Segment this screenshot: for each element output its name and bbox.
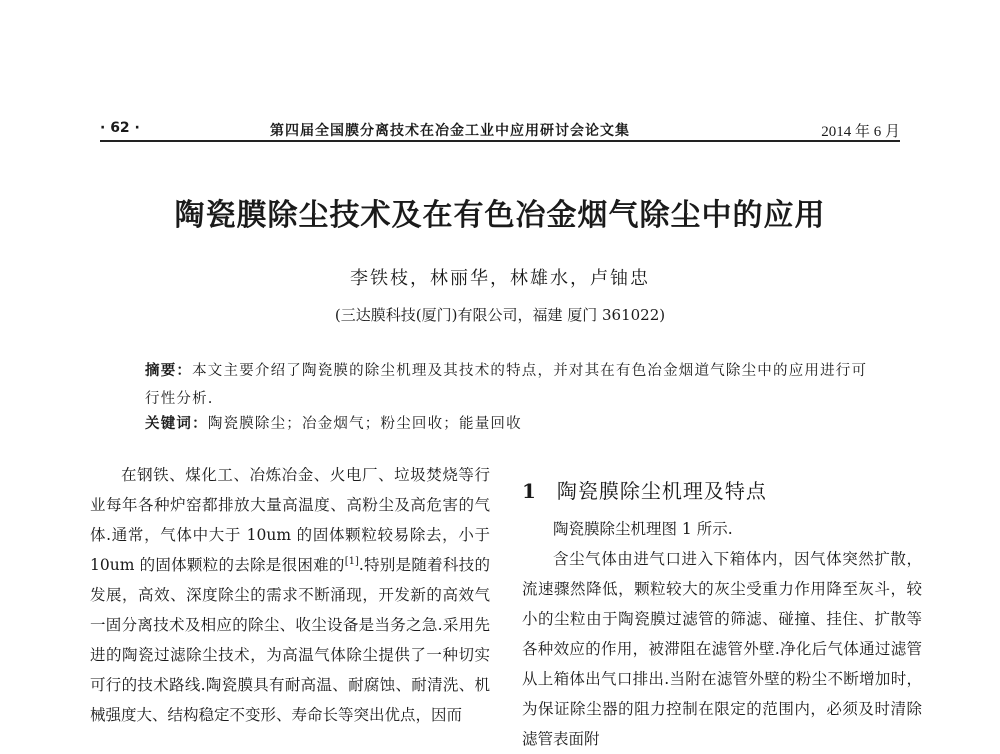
section-heading (522, 476, 922, 506)
section-title: 陶瓷膜除尘机理及特点 (556, 479, 767, 503)
keywords-text: 陶瓷膜除尘；冶金烟气；粉尘回收；能量回收 (207, 416, 522, 432)
left-column (90, 460, 490, 730)
keywords-label: 关键词： (145, 416, 208, 432)
running-header (100, 116, 900, 140)
abstract-text: 本文主要介绍了陶瓷膜的除尘机理及其技术的特点，并对其在有色冶金烟道气除尘中的应用进行可行性分析. (145, 363, 868, 407)
abstract-label: 摘要： (145, 363, 193, 379)
section-paragraph-2: 含尘气体由进气口进入下箱体内，因气体突然扩散，流速骤然降低，颗粒较大的灰尘受重力作用降至灰斗，较小的尘粒由于陶瓷膜过滤管的筛滤、碰撞、挂住、扩散等各种效应的作用，被滞阻在滤管外壁.净化后气体通过滤管从上箱体出气口排出.当附在滤管外壁的粉尘不断增加时，为保证除尘器的阻力控制在限定的范围内，必须及时清除滤管表面附 (522, 550, 922, 748)
page-number: · 62 · (100, 120, 140, 136)
right-column (522, 460, 922, 754)
authors: 李铁枝，林丽华，林雄水，卢铀忠 (350, 268, 650, 289)
section-paragraph-1: 陶瓷膜除尘机理图 1 所示. (553, 520, 733, 538)
affiliation: (三达膜科技(厦门)有限公司，福建 厦门 361022) (334, 306, 666, 324)
abstract (145, 357, 875, 413)
paper-title: 陶瓷膜除尘技术及在有色冶金烟气除尘中的应用 (174, 198, 826, 233)
citation: [1] (344, 555, 359, 567)
keywords (145, 410, 875, 438)
intro-text-part2: .特别是随着科技的发展，高效、深度除尘的需求不断涌现，开发新的高效气一固分离技术及相应的除尘、收尘设备是当务之急.采用先进的陶瓷过滤除尘技术，为高温气体除尘提供了一种切实可行的技术路线.陶瓷膜具有耐高温、耐腐蚀、耐清洗、机械强度大、结构稳定不变形、寿命长等突出优点，因而 (90, 556, 490, 724)
publication-date: 2014 年 6 月 (821, 124, 900, 140)
intro-text-part1: 在钢铁、煤化工、冶炼冶金、火电厂、垃圾焚烧等行业每年各种炉窑都排放大量高温度、高粉尘及高危害的气体.通常，气体中大于 10um 的固体颗粒较易除去，小于 10um 的固体颗粒的去除是很困难的 (90, 466, 490, 574)
journal-title: 第四届全国膜分离技术在冶金工业中应用研讨会论文集 (270, 123, 630, 139)
section-number: 1 (522, 479, 537, 503)
intro-paragraph (90, 460, 490, 730)
header-rule (100, 140, 900, 142)
